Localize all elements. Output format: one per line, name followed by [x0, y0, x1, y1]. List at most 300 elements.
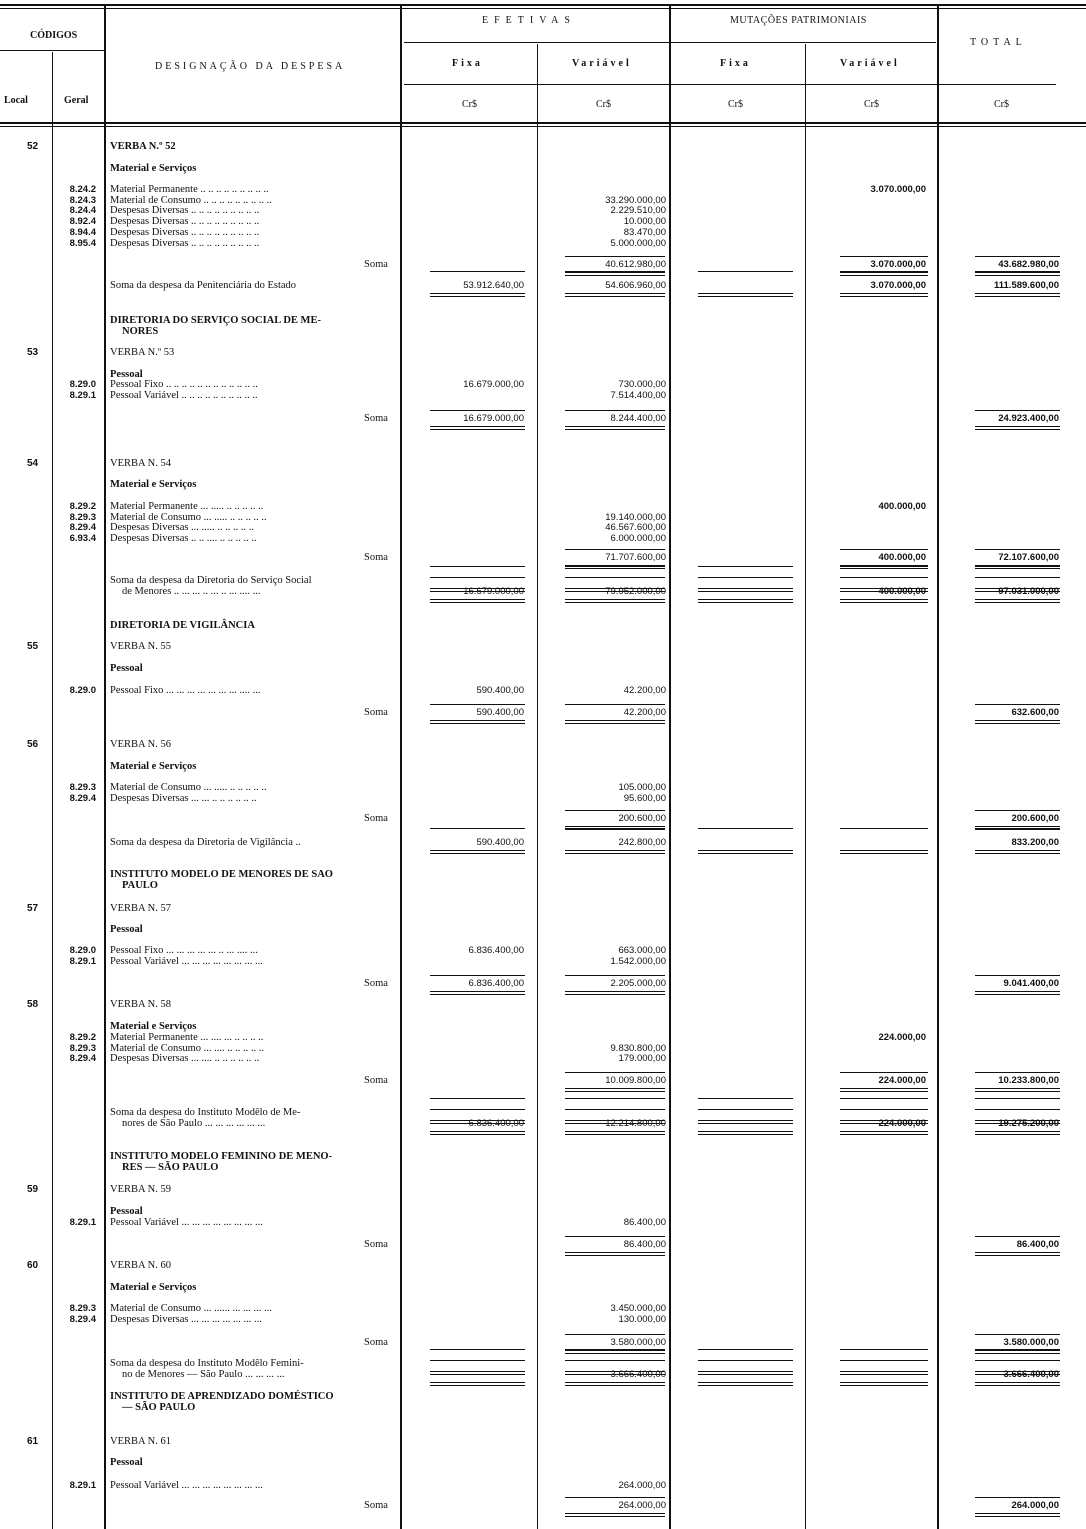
- value-var: 3.666.400,00: [610, 1369, 666, 1380]
- value-var: 40.612.980,00: [605, 259, 666, 270]
- sum-rule: [565, 704, 665, 705]
- value-mut-var: 3.070.000,00: [870, 259, 926, 270]
- value-fixa: 6.836.400,00: [468, 945, 524, 956]
- sum-rule: [975, 975, 1060, 976]
- geral-code: 8.29.1: [69, 1480, 96, 1491]
- row-label: Soma da despesa da Diretoria do Serviço Social: [110, 575, 312, 586]
- value-total: 10.233.800,00: [998, 1075, 1059, 1086]
- row-label: Despesas Diversas .. .. .. .. .. .. .. .. ..: [110, 227, 260, 238]
- currency-mut-fixa: Cr$: [728, 99, 743, 110]
- sum-rule: [975, 599, 1060, 603]
- sum-rule: [698, 1382, 793, 1386]
- sum-rule: [565, 549, 665, 550]
- sum-rule: [430, 426, 525, 430]
- row-label: Despesas Diversas ... .... .. .. .. .. .. ..: [110, 1053, 260, 1064]
- value-var: 95.600,00: [623, 793, 666, 804]
- sum-rule: [975, 828, 1060, 829]
- value-var: 12.214.800,00: [605, 1118, 666, 1129]
- row-label: Material e Serviços: [110, 163, 197, 174]
- header-geral: Geral: [64, 95, 89, 106]
- sum-rule: [565, 850, 665, 854]
- sum-rule: [698, 599, 793, 603]
- value-var: 6.000.000,00: [610, 533, 666, 544]
- header-local: Local: [4, 95, 28, 106]
- value-var: 83.470,00: [623, 227, 666, 238]
- sum-rule: [698, 1131, 793, 1135]
- sum-rule: [975, 1360, 1060, 1361]
- soma-label: Soma: [364, 1337, 388, 1348]
- sum-rule: [698, 1349, 793, 1350]
- sum-rule: [565, 1382, 665, 1386]
- geral-code: 8.29.0: [69, 685, 96, 696]
- row-label: Pessoal Variável .. .. .. .. .. .. .. .. .. ..: [110, 390, 258, 401]
- header-mutacoes: MUTAÇÕES PATRIMONIAIS: [730, 15, 867, 26]
- local-code: 57: [27, 903, 39, 914]
- col-line-designacao: [400, 4, 402, 1529]
- value-var: 54.606.960,00: [605, 280, 666, 291]
- row-label: VERBA N. 54: [110, 458, 171, 469]
- sum-rule: [430, 599, 525, 603]
- col-line-mut-var: [937, 4, 939, 1529]
- row-label: DIRETORIA DE VIGILÂNCIA: [110, 620, 255, 631]
- value-total: 43.682.980,00: [998, 259, 1059, 270]
- value-mut-var: 400.000,00: [878, 501, 926, 512]
- header-codigos: CÓDIGOS: [30, 30, 78, 41]
- sum-rule: [565, 566, 665, 567]
- sum-rule: [975, 577, 1060, 578]
- local-code: 59: [27, 1184, 39, 1195]
- row-label: Despesas Diversas ... ..... .. .. .. .. ..: [110, 522, 255, 533]
- geral-code: 8.29.1: [69, 390, 96, 401]
- sum-rule: [430, 577, 525, 578]
- row-label: Material de Consumo ... ..... .. .. .. .. ..: [110, 782, 267, 793]
- sum-rule: [975, 1109, 1060, 1110]
- sum-rule: [565, 975, 665, 976]
- geral-code: 8.29.1: [69, 956, 96, 967]
- geral-code: 8.29.0: [69, 945, 96, 956]
- sum-rule: [565, 1252, 665, 1256]
- value-var: 42.200,00: [623, 707, 666, 718]
- sum-rule: [430, 850, 525, 854]
- geral-code: 8.29.3: [69, 782, 96, 793]
- value-var: 10.000,00: [623, 216, 666, 227]
- row-label: Pessoal Fixo .. .. .. .. .. .. .. .. .. .. .. ..: [110, 379, 258, 390]
- geral-code: 6.93.4: [69, 533, 96, 544]
- sum-rule: [565, 991, 665, 995]
- sum-rule: [840, 1109, 928, 1110]
- value-mut-var: 224.000,00: [878, 1075, 926, 1086]
- sum-rule: [430, 1360, 525, 1361]
- row-label: VERBA N. 58: [110, 999, 171, 1010]
- geral-code: 8.29.1: [69, 1217, 96, 1228]
- sum-rule: [840, 828, 928, 829]
- row-label: Pessoal Variável ... ... ... ... ... ... ... ...: [110, 1480, 263, 1491]
- value-var: 2.229.510,00: [610, 205, 666, 216]
- sum-rule: [698, 1109, 793, 1110]
- value-var: 1.542.000,00: [610, 956, 666, 967]
- sum-rule: [840, 271, 928, 272]
- geral-code: 8.24.3: [69, 195, 96, 206]
- sum-rule: [430, 1131, 525, 1135]
- value-var: 10.009.800,00: [605, 1075, 666, 1086]
- row-label: VERBA N. 60: [110, 1260, 171, 1271]
- row-label: VERBA N.º 52: [110, 141, 176, 152]
- top-rule: [0, 4, 1086, 6]
- sum-rule: [565, 1088, 665, 1092]
- header-mut-fixa: Fixa: [720, 58, 751, 69]
- row-label: Pessoal: [110, 1206, 143, 1217]
- geral-code: 8.29.3: [69, 512, 96, 523]
- row-label: Despesas Diversas .. .. .. .. .. .. .. .. ..: [110, 238, 260, 249]
- value-fixa: 16.679.000,00: [463, 413, 524, 424]
- row-label: Soma da despesa da Penitenciária do Estado: [110, 280, 297, 291]
- row-label: Despesas Diversas .. .. .. .. .. .. .. .. ..: [110, 216, 260, 227]
- value-fixa: 590.400,00: [476, 837, 524, 848]
- value-total: 9.041.400,00: [1003, 978, 1059, 989]
- sum-rule: [565, 1334, 665, 1335]
- geral-code: 8.29.4: [69, 1053, 96, 1064]
- row-label: nores de São Paulo ... ... ... ... ... ...: [122, 1118, 266, 1129]
- sum-rule: [840, 1098, 928, 1099]
- sum-rule: [840, 549, 928, 550]
- value-fixa: 590.400,00: [476, 707, 524, 718]
- soma-label: Soma: [364, 813, 388, 824]
- header-variavel: Variável: [572, 58, 632, 69]
- sum-rule: [975, 1513, 1060, 1517]
- geral-code: 8.29.4: [69, 1314, 96, 1325]
- sum-rule: [565, 293, 665, 297]
- soma-label: Soma: [364, 1500, 388, 1511]
- sum-rule: [565, 1350, 665, 1354]
- row-label: Soma da despesa do Instituto Modêlo Femini-: [110, 1358, 304, 1369]
- row-label: Material e Serviços: [110, 1021, 197, 1032]
- currency-variavel: Cr$: [596, 99, 611, 110]
- sum-rule: [840, 1349, 928, 1350]
- soma-label: Soma: [364, 552, 388, 563]
- value-total: 24.923.400,00: [998, 413, 1059, 424]
- row-label: Pessoal: [110, 663, 143, 674]
- sum-rule: [565, 828, 665, 829]
- soma-label: Soma: [364, 259, 388, 270]
- sum-rule: [565, 271, 665, 272]
- sum-rule: [430, 566, 525, 567]
- value-total: 833.200,00: [1011, 837, 1059, 848]
- value-var: 264.000,00: [618, 1500, 666, 1511]
- col-line-fixa: [537, 44, 538, 1529]
- value-var: 86.400,00: [623, 1239, 666, 1250]
- sum-rule: [565, 1236, 665, 1237]
- currency-total: Cr$: [994, 99, 1009, 110]
- sum-rule: [565, 1131, 665, 1135]
- value-var: 33.290.000,00: [605, 195, 666, 206]
- row-label: — SÃO PAULO: [122, 1402, 196, 1413]
- sum-rule: [430, 271, 525, 272]
- sum-rule: [975, 271, 1060, 272]
- geral-code: 8.29.4: [69, 522, 96, 533]
- row-label: VERBA N. 57: [110, 903, 171, 914]
- codigos-divider: [0, 50, 104, 51]
- sum-rule: [840, 599, 928, 603]
- sum-rule: [698, 588, 793, 592]
- value-total: 200.600,00: [1011, 813, 1059, 824]
- row-label: PAULO: [122, 880, 158, 891]
- value-total: 3.580.000,00: [1003, 1337, 1059, 1348]
- value-var: 663.000,00: [618, 945, 666, 956]
- row-label: Material de Consumo ... .... .. .. .. .. ..: [110, 1043, 264, 1054]
- row-label: Material de Consumo .. .. .. .. .. .. .. .. ..: [110, 195, 272, 206]
- value-var: 730.000,00: [618, 379, 666, 390]
- sum-rule: [840, 293, 928, 297]
- sum-rule: [430, 1349, 525, 1350]
- sum-rule: [975, 1252, 1060, 1256]
- value-var: 7.514.400,00: [610, 390, 666, 401]
- sum-rule: [840, 566, 928, 567]
- top-rule-inner: [0, 8, 1086, 9]
- geral-code: 8.24.2: [69, 184, 96, 195]
- sum-rule: [698, 271, 793, 272]
- sum-rule: [565, 410, 665, 411]
- col-line-variavel: [669, 4, 671, 1529]
- sum-rule: [975, 410, 1060, 411]
- row-label: Pessoal Variável ... ... ... ... ... ... ... ...: [110, 956, 263, 967]
- sum-rule: [698, 1098, 793, 1099]
- value-var: 3.580.000,00: [610, 1337, 666, 1348]
- sum-rule: [840, 1382, 928, 1386]
- value-fixa: 6.836.400,00: [468, 978, 524, 989]
- sum-rule: [565, 1513, 665, 1517]
- sum-rule: [975, 272, 1060, 276]
- value-mut-var: 3.070.000,00: [870, 184, 926, 195]
- row-label: Soma da despesa da Diretoria de Vigilância ..: [110, 837, 301, 848]
- row-label: INSTITUTO MODELO DE MENORES DE SAO: [110, 869, 333, 880]
- col-line-geral: [104, 4, 106, 1529]
- value-var: 42.200,00: [623, 685, 666, 696]
- geral-code: 8.29.2: [69, 501, 96, 512]
- sum-rule: [975, 293, 1060, 297]
- sum-rule: [975, 1088, 1060, 1092]
- soma-label: Soma: [364, 1075, 388, 1086]
- value-var: 71.707.600,00: [605, 552, 666, 563]
- local-code: 54: [27, 458, 39, 469]
- value-total: 97.031.000,00: [998, 586, 1059, 597]
- col-line-mut-fixa: [805, 44, 806, 1529]
- value-var: 46.567.600,00: [605, 522, 666, 533]
- sum-rule: [430, 1371, 525, 1375]
- value-total: 72.107.600,00: [998, 552, 1059, 563]
- sum-rule: [430, 975, 525, 976]
- row-label: Material e Serviços: [110, 761, 197, 772]
- row-label: Pessoal Variável ... ... ... ... ... ... ... ...: [110, 1217, 263, 1228]
- sum-rule: [565, 426, 665, 430]
- row-label: Material de Consumo ... ..... .. .. .. .. ..: [110, 512, 267, 523]
- value-total: 632.600,00: [1011, 707, 1059, 718]
- value-mut-var: 400.000,00: [878, 552, 926, 563]
- sum-rule: [698, 566, 793, 567]
- value-fixa: 6.836.400,00: [468, 1118, 524, 1129]
- row-label: Material e Serviços: [110, 1282, 197, 1293]
- sum-rule: [565, 810, 665, 811]
- sum-rule: [840, 272, 928, 276]
- local-code: 56: [27, 739, 39, 750]
- row-label: Despesas Diversas ... ... ... ... ... ... ...: [110, 1314, 262, 1325]
- sum-rule: [975, 1350, 1060, 1354]
- sum-rule: [698, 1120, 793, 1124]
- value-mut-var: 400.000,00: [878, 586, 926, 597]
- sum-rule: [698, 1360, 793, 1361]
- row-label: Material e Serviços: [110, 479, 197, 490]
- value-fixa: 16.679.000,00: [463, 586, 524, 597]
- row-label: Despesas Diversas ... ... .. .. .. .. .. ..: [110, 793, 257, 804]
- sum-rule: [565, 1109, 665, 1110]
- sum-rule: [565, 1349, 665, 1350]
- header-efetivas: EFETIVAS: [482, 15, 576, 26]
- sum-rule: [975, 1497, 1060, 1498]
- geral-code: 8.29.4: [69, 793, 96, 804]
- sum-rule: [840, 1088, 928, 1092]
- value-mut-var: 3.070.000,00: [870, 280, 926, 291]
- geral-code: 8.24.4: [69, 205, 96, 216]
- value-mut-var: 224.000,00: [878, 1118, 926, 1129]
- row-label: Despesas Diversas .. .. .. .. .. .. .. .. ..: [110, 205, 260, 216]
- header-fixa: Fixa: [452, 58, 483, 69]
- sum-rule: [840, 850, 928, 854]
- geral-code: 8.29.3: [69, 1043, 96, 1054]
- sum-rule: [840, 1131, 928, 1135]
- sum-rule: [975, 991, 1060, 995]
- sum-rule: [840, 1072, 928, 1073]
- row-label: VERBA N. 55: [110, 641, 171, 652]
- row-label: de Menores .. ... ... .. ... .. ... .... ...: [122, 586, 261, 597]
- geral-code: 8.94.4: [69, 227, 96, 238]
- geral-code: 8.29.3: [69, 1303, 96, 1314]
- sum-rule: [698, 1371, 793, 1375]
- sum-rule: [565, 272, 665, 276]
- value-fixa: 53.912.640,00: [463, 280, 524, 291]
- geral-code: 8.29.0: [69, 379, 96, 390]
- sum-rule: [565, 256, 665, 257]
- value-total: 3.666.400,00: [1003, 1369, 1059, 1380]
- row-label: Material Permanente ... .... ... .. .. .. ..: [110, 1032, 264, 1043]
- sum-rule: [430, 1098, 525, 1099]
- row-label: DIRETORIA DO SERVIÇO SOCIAL DE ME-: [110, 315, 321, 326]
- row-label: Pessoal: [110, 924, 143, 935]
- row-label: Pessoal: [110, 1457, 143, 1468]
- geral-code: 8.92.4: [69, 216, 96, 227]
- value-total: 86.400,00: [1016, 1239, 1059, 1250]
- value-var: 86.400,00: [623, 1217, 666, 1228]
- sum-rule: [975, 256, 1060, 257]
- sum-rule: [840, 256, 928, 257]
- soma-label: Soma: [364, 413, 388, 424]
- sum-rule: [975, 1236, 1060, 1237]
- row-label: Material Permanente ... ..... .. .. .. .. ..: [110, 501, 264, 512]
- sum-rule: [975, 850, 1060, 854]
- value-var: 5.000.000,00: [610, 238, 666, 249]
- value-var: 105.000,00: [618, 782, 666, 793]
- sum-rule: [430, 410, 525, 411]
- value-total: 19.275.200,00: [998, 1118, 1059, 1129]
- sum-rule: [698, 850, 793, 854]
- value-var: 2.205.000,00: [610, 978, 666, 989]
- value-var: 179.000,00: [618, 1053, 666, 1064]
- row-label: VERBA N. 56: [110, 739, 171, 750]
- sum-rule: [430, 991, 525, 995]
- sum-rule: [975, 1098, 1060, 1099]
- row-label: Soma da despesa do Instituto Modêlo de Me-: [110, 1107, 301, 1118]
- local-code: 55: [27, 641, 39, 652]
- sum-rule: [975, 810, 1060, 811]
- sum-rule: [430, 828, 525, 829]
- sum-rule: [430, 1382, 525, 1386]
- sum-rule: [975, 1131, 1060, 1135]
- sum-rule: [975, 704, 1060, 705]
- sum-rule: [565, 599, 665, 603]
- local-code: 53: [27, 347, 39, 358]
- sum-rule: [840, 1371, 928, 1375]
- value-fixa: 590.400,00: [476, 685, 524, 696]
- sum-rule: [975, 720, 1060, 724]
- sum-rule: [698, 293, 793, 297]
- row-label: Pessoal Fixo ... ... ... ... ... ... ... .... ...: [110, 685, 261, 696]
- geral-code: 8.29.2: [69, 1032, 96, 1043]
- sum-rule: [975, 1349, 1060, 1350]
- sum-rule: [430, 293, 525, 297]
- sum-rule: [975, 1382, 1060, 1386]
- header-designacao: DESIGNAÇÃO DA DESPESA: [155, 61, 346, 72]
- currency-fixa: Cr$: [462, 99, 477, 110]
- row-label: Material de Consumo ... ...... ... ... ... ...: [110, 1303, 272, 1314]
- sum-rule: [975, 549, 1060, 550]
- currency-mut-variavel: Cr$: [864, 99, 879, 110]
- sum-rule: [840, 1360, 928, 1361]
- sum-rule: [975, 1072, 1060, 1073]
- sum-rule: [565, 1497, 665, 1498]
- soma-label: Soma: [364, 1239, 388, 1250]
- row-label: NORES: [122, 326, 159, 337]
- header-bottom-rule-inner: [0, 126, 1086, 127]
- row-label: INSTITUTO DE APRENDIZADO DOMÉSTICO: [110, 1391, 334, 1402]
- row-label: VERBA N. 61: [110, 1436, 171, 1447]
- local-code: 60: [27, 1260, 39, 1271]
- soma-label: Soma: [364, 978, 388, 989]
- sum-rule: [698, 577, 793, 578]
- row-label: VERBA N.º 53: [110, 347, 175, 358]
- row-label: Pessoal: [110, 369, 143, 380]
- row-label: Despesas Diversas .. .. .... .. .. .. .. ..: [110, 533, 257, 544]
- local-code: 61: [27, 1436, 39, 1447]
- value-var: 200.600,00: [618, 813, 666, 824]
- sum-rule: [430, 720, 525, 724]
- local-code: 52: [27, 141, 39, 152]
- sum-rule: [565, 1072, 665, 1073]
- sum-rule: [565, 1360, 665, 1361]
- value-var: 8.244.400,00: [610, 413, 666, 424]
- sum-rule: [565, 1098, 665, 1099]
- header-total: TOTAL: [970, 37, 1027, 48]
- sum-rule: [430, 1109, 525, 1110]
- row-label: INSTITUTO MODELO FEMININO DE MENO-: [110, 1151, 333, 1162]
- header-bottom-rule: [0, 122, 1086, 124]
- local-code: 58: [27, 999, 39, 1010]
- value-total: 111.589.600,00: [994, 280, 1059, 291]
- sum-rule: [975, 1334, 1060, 1335]
- row-label: no de Menores — São Paulo ... ... ... ...: [122, 1369, 285, 1380]
- value-mut-var: 224.000,00: [878, 1032, 926, 1043]
- sum-rule: [975, 566, 1060, 567]
- sum-rule: [698, 828, 793, 829]
- value-total: 264.000,00: [1011, 1500, 1059, 1511]
- col-line-local: [52, 52, 53, 1529]
